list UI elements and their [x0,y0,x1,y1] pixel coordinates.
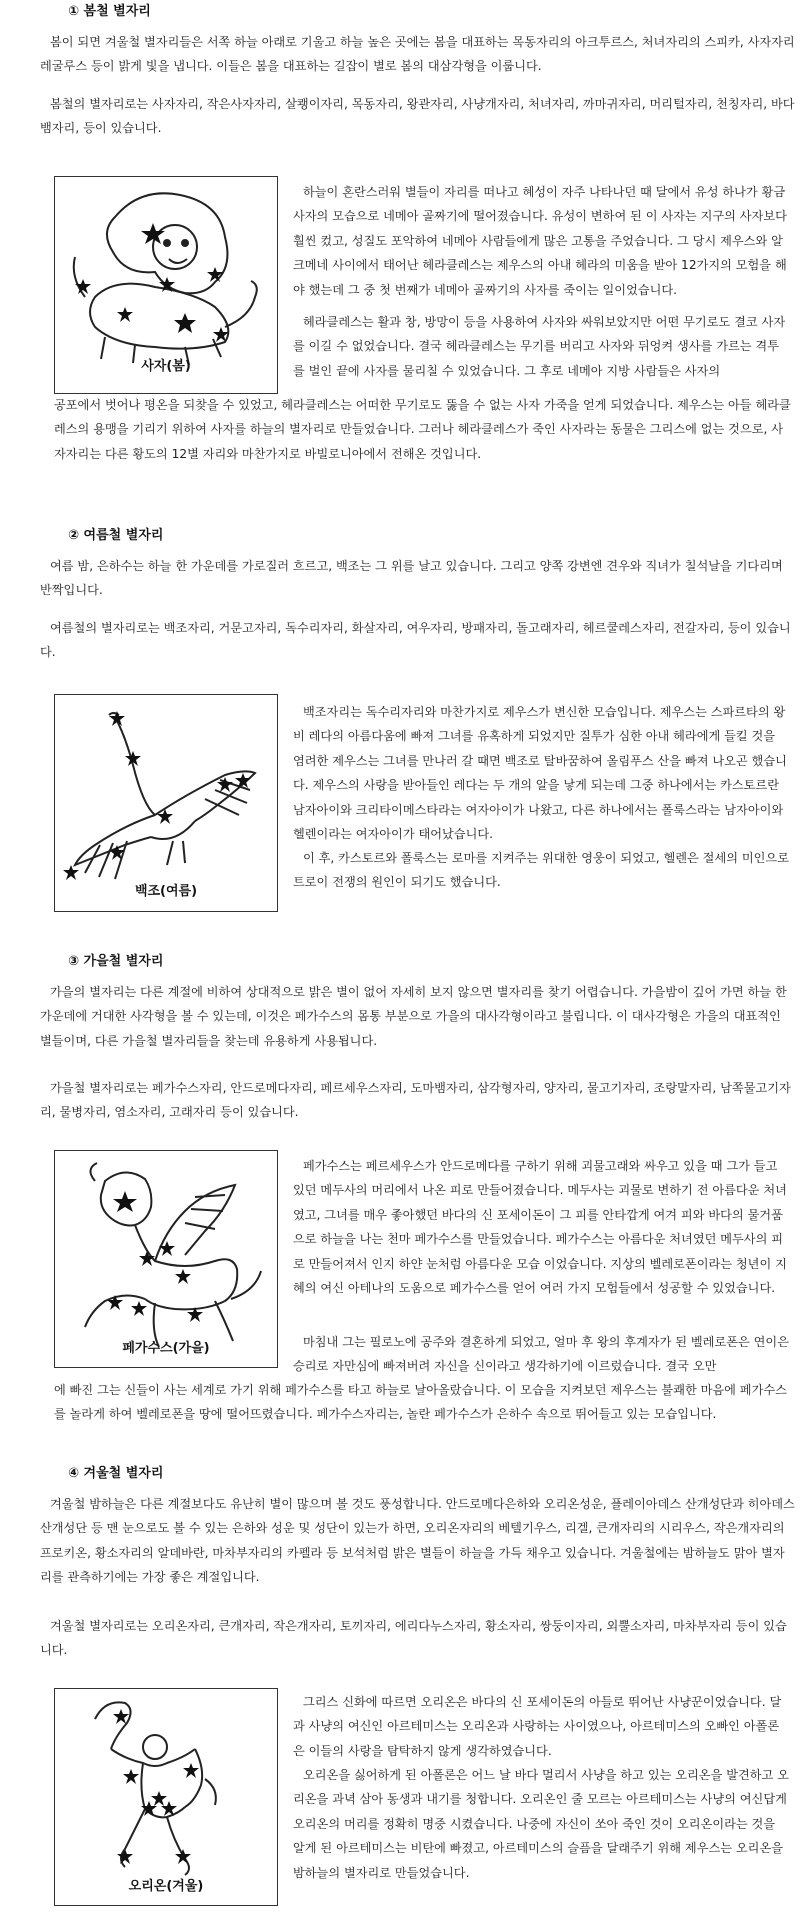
cygnus-illustration [54,694,278,912]
cygnus-caption: 백조(여름) [134,884,198,899]
spring-heading: ① 봄철 별자리 [68,4,151,19]
star-icon [113,1191,137,1212]
leo-caption: 사자(봄) [141,359,191,374]
leo-illustration [54,176,278,394]
winter-story-paragraph-2: 오리온을 싫어하게 된 아폴론은 어느 날 바다 멀리서 사냥을 하고 있는 오리온을 발견하고 오리온을 과녁 삼아 동생과 내기를 청합니다. 오리온인 줄 모르는 아르테미스는 사냥의 여신답게 오리온의 머리를 정확히 명중 시켰습니다. 나중에 자신이 쏘아 죽인 것이 오리온이라는 것을 알게 된 아르테미스는 비탄에 빠졌고, 아르테미스의 슬픔을 달래주기 위해 제우스는 오리온을 밤하늘의 별자리로 만들었습니다. [293,1768,789,1880]
spring-story-paragraph-2: 헤라클레스는 활과 창, 방망이 등을 사용하여 사자와 싸워보았지만 어떤 무기로도 결코 사자를 이길 수 없었습니다. 결국 헤라클레스는 무기를 버리고 사자와 뒤엉켜 생사를 가르는 격투를 벌인 끝에 사자를 물리칠 수 있었습니다. 그 후로 네메아 지방 사람들은 사자의 [293,315,786,378]
star-icon [123,1769,139,1784]
spring-story-paragraph-1: 하늘이 혼란스러워 별들이 자리를 떠나고 혜성이 자주 나타나던 때 달에서 유성 하나가 황금사자의 모습으로 네메아 골짜기에 떨어졌습니다. 유성이 변하여 된 이 사자는 지구의 사자보다 훨씬 컸고, 성질도 포악하여 네메아 사람들에게 많은 고통을 주었습니다. 그 당시 제우스와 알크메네 사이에서 태어난 헤라클레스는 제우스의 아내 헤라의 미움을 받아 12가지의 모험을 해야 했는데 그 중 첫 번째가 네메아 골짜기의 사자를 죽이는 일이었습니다. [293,185,787,297]
orion-drawing [55,1689,277,1905]
winter-constellations-paragraph: 겨울철 별자리로는 오리온자리, 큰개자리, 작은개자리, 토끼자리, 에리다누스자리, 황소자리, 쌍둥이자리, 외뿔소자리, 마차부자리 등이 있습니다. [40,1619,787,1658]
pegasus-caption: 페가수스(가을) [122,1341,210,1356]
spring-intro-paragraph: 봄이 되면 겨울철 별자리들은 서쪽 하늘 아래로 기울고 하늘 높은 곳에는 봄을 대표하는 목동자리의 아크투르스, 처녀자리의 스피카, 사자자리 레굴루스 등이 밝게 빛을 냅니다. 이들은 봄을 대표하는 길잡이 별로 봄의 대삼각형을 이룹니다. [40,35,795,74]
pegasus-drawing [55,1151,277,1367]
star-icon [174,313,196,333]
winter-story-paragraph-1: 그리스 신화에 따르면 오리온은 바다의 신 포세이돈의 아들로 뛰어난 사냥꾼이었습니다. 달과 사냥의 여신인 아르테미스는 오리온과 사랑하는 사이였으나, 아르테미스의 오빠인 아폴론은 이들의 사랑을 탐탁하지 않게 생각하였습니다. [293,1695,782,1758]
star-icon [117,307,133,322]
summer-constellations-paragraph: 여름철의 별자리로는 백조자리, 거문고자리, 독수리자리, 화살자리, 여우자리, 방패자리, 돌고래자리, 헤르쿨레스자리, 전갈자리, 등이 있습니다. [40,621,791,660]
autumn-story-paragraph-2: 마침내 그는 필로노에 공주와 결혼하게 되었고, 얼마 후 왕의 후계자가 된 벨레로폰은 연이은 승리로 자만심에 빠져버려 자신을 신이라고 생각하기에 이르렀습니다. 결국 오만 [293,1335,789,1374]
orion-illustration [54,1688,278,1906]
star-icon [175,1849,191,1864]
star-icon [131,1301,147,1316]
star-icon [151,1791,167,1806]
autumn-story-paragraph-3: 에 빠진 그는 신들이 사는 세계로 가기 위해 페가수스를 타고 하늘로 날아올랐습니다. 이 모습을 지켜보던 제우스는 불쾌한 마음에 페가수스를 놀라게 하여 벨레로폰을 땅에 떨어뜨렸습니다. 페가수스자리는, 놀란 페가수스가 은하수 속으로 뛰어들고 있는 모습입니다. [54,1383,787,1422]
autumn-heading: ③ 가을철 별자리 [68,954,164,969]
autumn-intro-paragraph: 가을의 별자리는 다른 계절에 비하여 상대적으로 밝은 별이 없어 자세히 보지 않으면 별자리를 찾기 어렵습니다. 가을밤이 깊어 가면 하늘 한가운데에 거대한 사각형을 볼 수 있는데, 이것은 페가수스의 몸통 부분으로 가을의 대사각형이라고 불립니다. 이 대사각형은 가을의 대표적인 별들이며, 다른 가을철 별자리들을 찾는데 유용하게 사용됩니다. [40,985,787,1048]
spring-constellations-paragraph: 봄철의 별자리로는 사자자리, 작은사자자리, 살쾡이자리, 목동자리, 왕관자리, 사냥개자리, 처녀자리, 까마귀자리, 머리털자리, 천칭자리, 바다뱀자리, 등이 있습니다. [40,97,795,136]
star-icon [63,865,79,880]
summer-story-paragraph-2: 이 후, 카스토르와 폴룩스는 로마를 지켜주는 위대한 영웅이 되었고, 헬렌은 절세의 미인으로 트로이 전쟁의 원인이 되기도 했습니다. [293,851,789,890]
swan-drawing [55,695,277,911]
star-icon [107,1295,123,1310]
winter-intro-paragraph: 겨울철 밤하늘은 다른 계절보다도 유난히 별이 많으며 볼 것도 풍성합니다. 안드로메다은하와 오리온성운, 플레이아데스 산개성단과 히아데스 산개성단 등 맨 눈으로도 볼 수 있는 은하와 성운 및 성단이 있는가 하면, 오리온자리의 베텔기우스, 리겔, 큰개자리의 시리우스, 작은개자리의 프로키온, 황소자리의 알데바란, 마차부자리의 카펠라 등 보석처럼 밝은 별들이 하늘을 가득 채우고 있습니다. 겨울철에는 밤하늘도 맑아 별자리를 관측하기에는 가장 좋은 계절입니다. [40,1497,795,1585]
spring-story-paragraph-3: 공포에서 벗어나 평온을 되찾을 수 있었고, 헤라클레스는 어떠한 무기로도 뚫을 수 없는 사자 가죽을 얻게 되었습니다. 제우스는 아들 헤라클레스의 용맹을 기리기 위하여 사자를 하늘의 별자리로 만들었습니다. 그러나 헤라클레스가 죽인 사자라는 동물은 그리스에 없는 것으로, 사자자리는 다른 황도의 12별 자리와 마찬가지로 바빌로니아에서 전해온 것입니다. [54,398,791,461]
star-icon [175,1269,191,1284]
summer-story-paragraph-1: 백조자리는 독수리자리와 마찬가지로 제우스가 변신한 모습입니다. 제우스는 스파르타의 왕비 레다의 아름다움에 빠져 그녀를 유혹하게 되었지만 질투가 심한 아내 헤라에게 들킬 것을 염려한 제우스는 그녀를 만나러 갈 때면 백조로 탈바꿈하여 올림푸스 산을 빠져 나오곤 했습니다. 제우스의 사랑을 받아들인 레다는 두 개의 알을 낳게 되는데 그중 하나에서는 카스토르란 남자아이와 크리타이메스타라는 여자아이가 나왔고, 다른 하나에서는 폴룩스라는 남자아이와 헬렌이라는 여자아이가 태어났습니다. [293,705,787,842]
star-icon [117,1849,133,1864]
star-icon [183,1763,199,1778]
summer-heading: ② 여름철 별자리 [68,528,164,543]
autumn-constellations-paragraph: 가을철 별자리로는 페가수스자리, 안드로메다자리, 페르세우스자리, 도마뱀자리, 삼각형자리, 양자리, 물고기자리, 조랑말자리, 남쪽물고기자리, 물병자리, 염소자리, 고래자리 등이 있습니다. [40,1081,791,1120]
orion-caption: 오리온(겨울) [128,1879,204,1894]
winter-heading: ④ 겨울철 별자리 [68,1466,164,1481]
pegasus-illustration [54,1150,278,1368]
summer-intro-paragraph: 여름 밤, 은하수는 하늘 한 가운데를 가로질러 흐르고, 백조는 그 위를 날고 있습니다. 그리고 양쪽 강변엔 견우와 직녀가 칠석날을 기다리며 반짝입니다. [40,559,783,598]
autumn-story-paragraph-1: 페가수스는 페르세우스가 안드로메다를 구하기 위해 괴물고래와 싸우고 있을 때 그가 들고 있던 메두사의 머리에서 나온 피로 만들어졌습니다. 메두사는 괴물로 변하기 전 아름다운 처녀였고, 그녀를 매우 좋아했던 바다의 신 포세이돈이 그 피를 안타깝게 여겨 피와 바다의 물거품으로 하늘을 나는 천마 페가수스를 만들었습니다. 페가수스는 아름다운 처녀였던 메두사의 피로 만들어져서 인지 하얀 눈처럼 아름다운 모습 이었습니다. 지상의 벨레로폰이라는 청년이 지혜의 여신 아테나의 도움으로 페가수스를 얻어 여러 가지 모험들에서 성공할 수 있었습니다. [293,1159,787,1296]
